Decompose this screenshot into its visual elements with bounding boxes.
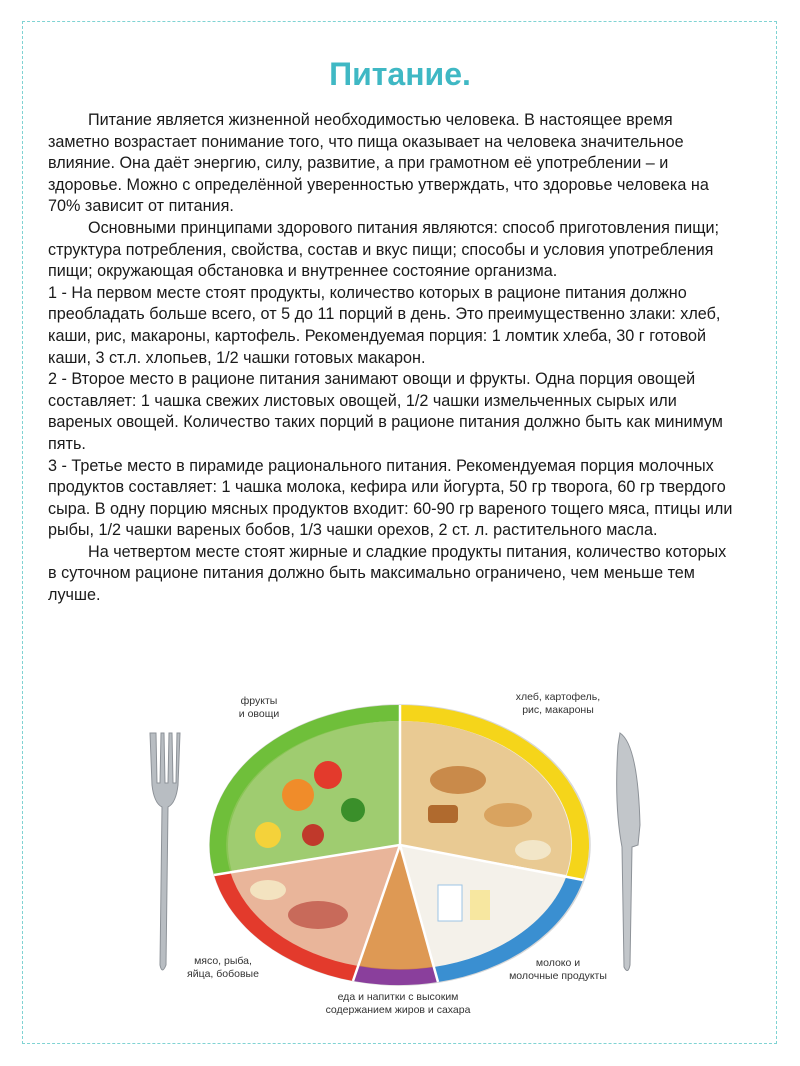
label-grains: хлеб, картофель, рис, макароны xyxy=(515,691,601,716)
label-fats-sugar: еда и напитки с высоким содержанием жиров и сахара xyxy=(325,991,471,1016)
label-meat-fish: мясо, рыба, яйца, бобовые xyxy=(187,955,259,980)
article-body xyxy=(48,110,738,607)
page-title: Питание. xyxy=(329,56,471,92)
paragraph-dairy-meat: 3 - Третье место в пирамиде рационального питания. Рекомендуемая порция молочных продуктов составляет: 1 чашка молока, кефира или йогурта, 50 гр творога, 60 гр твердого сыра. В одну порцию мясных продуктов входит: 60-90 гр вареного тощего мяса, птицы или рыбы, 1/2 чашки вареных бобов, 1/3 чашки орехов, 2 ст. л. растительного масла. xyxy=(48,456,733,540)
fork-icon xyxy=(150,733,180,970)
knife-icon xyxy=(617,733,640,971)
label-fruits-vegetables: фрукты и овощи xyxy=(238,695,280,720)
label-dairy: молоко и молочные продукты xyxy=(509,957,607,982)
food-plate-illustration xyxy=(118,685,678,1025)
paragraph-vegetables: 2 - Второе место в рационе питания занимают овощи и фрукты. Одна порция овощей составляет: 1 чашка свежих листовых овощей, 1/2 чашки измельченных сырых или вареных овощей. Количество таких порций в рационе питания должно быть как минимум пять. xyxy=(48,370,723,453)
paragraph-grains: 1 - На первом месте стоят продукты, количество которых в рационе питания должно преобладать больше всего, от 5 до 11 порций в день. Это преимущественно злаки: хлеб, каши, рис, макароны, картофель. Рекомендуемая порция: 1 ломтик хлеба, 30 г готовой каши, 3 ст.л. хлопьев, 1/2 чашки готовых макарон. xyxy=(48,283,721,367)
paragraph-fats-sweets: На четвертом месте стоят жирные и сладкие продукты питания, количество которых в суточном рационе питания должно быть максимально ограничено, чем меньше тем лучше. xyxy=(48,542,727,605)
paragraph-principles: Основными принципами здорового питания являются: способ приготовления пищи; структура потребления, свойства, состав и вкус пищи; способы и условия употребления пищи; окружающая обстановка и внутреннее состояние организма. xyxy=(48,218,720,281)
paragraph-intro: Питание является жизненной необходимостью человека. В настоящее время заметно возрастает понимание того, что пища оказывает на человека значительное влияние. Она даёт энергию, силу, развитие, а при грамотном её употреблении – и здоровье. Можно с определённой уверенностью утверждать, что здоровье человека на 70% зависит от питания. xyxy=(48,111,709,216)
